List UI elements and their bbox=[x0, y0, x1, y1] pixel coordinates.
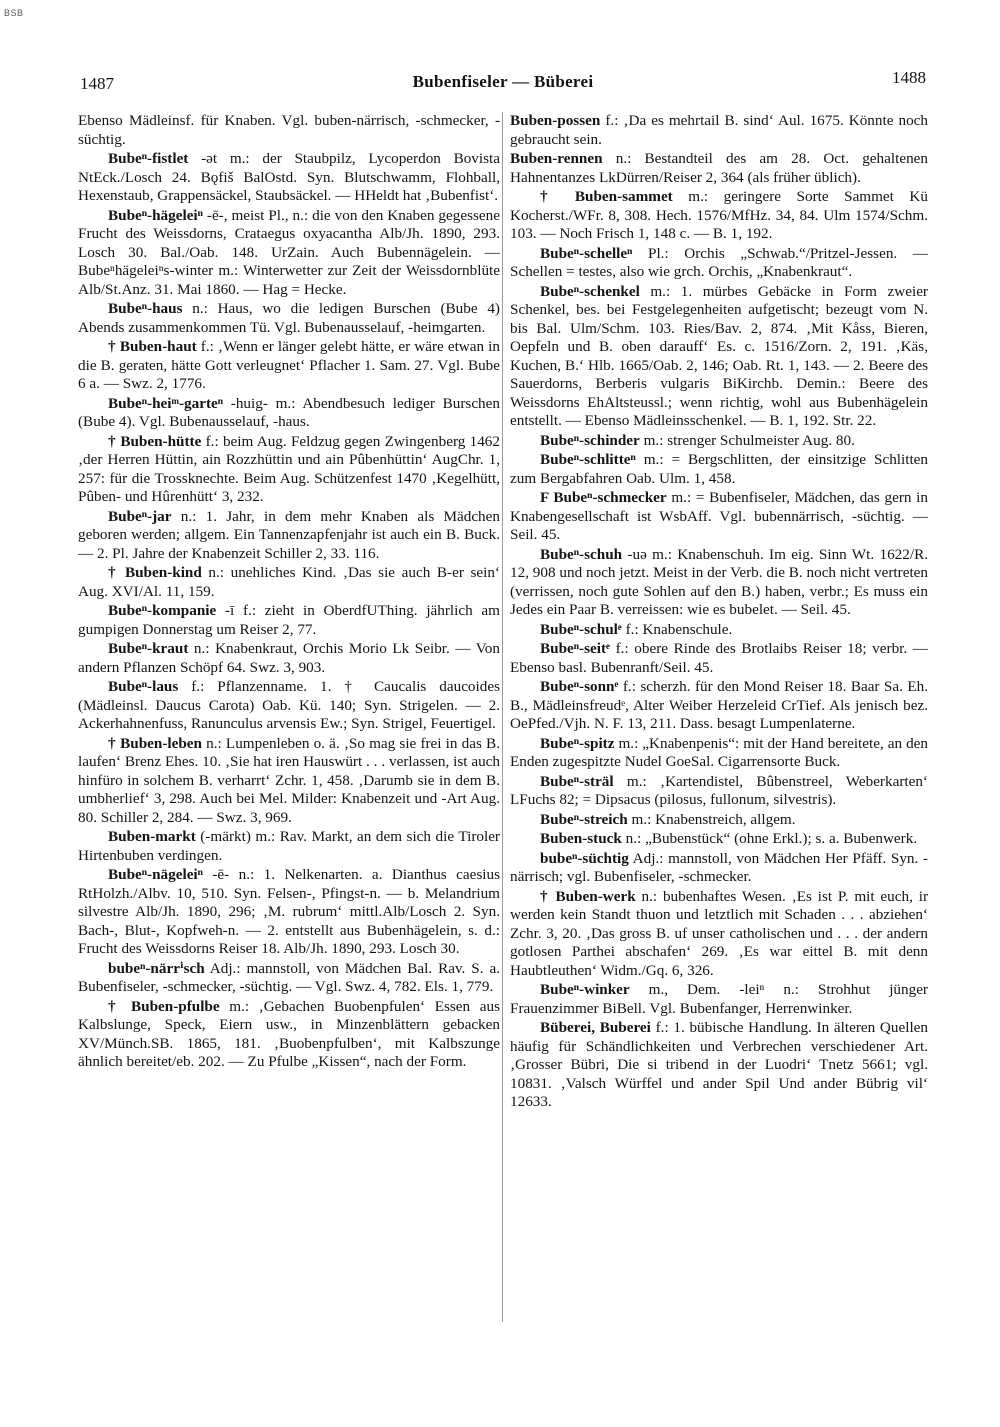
entry-headword: Bubeⁿ-heiᵐ-garteⁿ bbox=[108, 394, 224, 412]
dictionary-entry bbox=[510, 640, 928, 677]
dictionary-entry bbox=[78, 564, 500, 601]
entry-text: f.: obere Rinde des Brotlaibs Reiser 18; verbr. — Ebenso basl. Bubenranft/Seil. 45. bbox=[510, 640, 928, 676]
entry-text: m.: = Bergschlitten, der einsitzige Schlitten zum Bergabfahren Oab. Ulm. 1, 458. bbox=[510, 451, 928, 487]
entry-text: Adj.: mannstoll, von Mädchen Bal. Rav. S. a. Bubenfiseler, -schmecker, -süchtig. — Vgl. Swz. 4, 782. Els. 1, 779. bbox=[78, 959, 500, 995]
entry-text: m.: strenger Schulmeister Aug. 80. bbox=[639, 431, 855, 449]
dictionary-entry bbox=[78, 433, 500, 507]
dictionary-entry bbox=[510, 245, 928, 282]
entry-headword: Bubeⁿ-haus bbox=[108, 300, 183, 317]
dictionary-entry bbox=[78, 508, 500, 564]
dictionary-entry bbox=[78, 735, 500, 828]
entry-headword: Bubeⁿ-schulᵉ bbox=[540, 620, 622, 638]
entry-headword: bubeⁿ-süchtig bbox=[540, 849, 629, 867]
entry-text: n.: bubenhaftes Wesen. ‚Es ist P. mit euch, ir werden kein Standt thuon und letztlich mit Schaden . . . abziehen‘ Zchr. 3, 20. ‚Das gross B. uf unser catholischen und . . . der andern gotlosen Parthei abschafen‘ 269. ‚Es war eittel B. mit denn Haubtleuthen‘ Widm./Gq. 6, 326. bbox=[510, 887, 928, 979]
dictionary-entry bbox=[78, 300, 500, 337]
dictionary-entry bbox=[78, 866, 500, 959]
entry-text: f.: 1. bübische Handlung. In älteren Quellen häufig für Schändlichkeiten und Verbrechen verschiedener Art. ‚Grosser Bübri, Die si tribend in der Luodri‘ Tnetz 5661; vgl. 10831. ‚Valsch Würffel und ander Spil Und ander Bübrig vil‘ 12633. bbox=[510, 1019, 928, 1110]
entry-headword: Bubeⁿ-streich bbox=[540, 810, 628, 828]
dictionary-entry bbox=[510, 811, 928, 830]
entry-headword: Bubeⁿ-nägeleiⁿ bbox=[108, 866, 203, 883]
dictionary-entry bbox=[510, 432, 928, 451]
right-page-number: 1488 bbox=[892, 68, 926, 87]
dictionary-entry bbox=[78, 112, 500, 149]
entry-text: m.: = Bubenfiseler, Mädchen, das gern in Knabengesellschaft ist WsbAff. Vgl. bubennärrisch, -süchtig. — Seil. 45. bbox=[510, 489, 928, 543]
entry-text: (-märkt) m.: Rav. Markt, an dem sich die Tiroler Hirtenbuben verdingen. bbox=[78, 828, 500, 864]
entry-text: -ē-, meist Pl., n.: die von den Knaben gegessene Frucht des Weissdorns, Crataegus oxyacantha Alb/Jh. 1890, 293. Losch 30. Bal./Oab. 148. UrZain. Auch Bubennägelein. — Bubeⁿhägeleiⁿs-winter m.: Winterwetter zur Zeit der Weissdornblüte Alb/St.Anz. 31. Mai 1860. — Hag = Hecke. bbox=[78, 206, 500, 298]
entry-headword: Buben-markt bbox=[108, 828, 196, 845]
entry-headword: Bubeⁿ-winker bbox=[540, 981, 630, 998]
entry-headword: Büberei, Buberei bbox=[540, 1019, 651, 1036]
dictionary-entry bbox=[510, 1019, 928, 1112]
entry-headword: Buben-stuck bbox=[540, 830, 622, 847]
dictionary-entry bbox=[510, 981, 928, 1018]
entry-text: Pl.: Orchis „Schwab.“/Pritzel-Jessen. — Schellen = testes, also wie grch. Orchis, „Knabenkraut“. bbox=[510, 244, 928, 280]
entry-text: n.: „Bubenstück“ (ohne Erkl.); s. a. Bubenwerk. bbox=[621, 830, 918, 847]
left-page-number: 1487 bbox=[80, 74, 114, 93]
left-column bbox=[78, 112, 500, 1352]
entry-text: Adj.: mannstoll, von Mädchen Her Pfäff. Syn. -närrisch; vgl. Bubenfiseler, -schmecker. bbox=[510, 849, 928, 885]
entry-headword: Bubeⁿ-fistlet bbox=[108, 150, 189, 167]
dictionary-entry bbox=[510, 188, 928, 244]
entry-headword: † Buben-hütte bbox=[108, 432, 202, 450]
entry-text: m.: „Knabenpenis“: mit der Hand bereitete, an den Enden zugespitzte Nudel GoeSal. Cigarrensorte Buck. bbox=[510, 734, 928, 770]
entry-text: n.: Knabenkraut, Orchis Morio Lk Seibr. — Von andern Pflanzen Schöpf 64. Swz. 3, 903. bbox=[78, 640, 500, 676]
entry-text: m.: geringere Sorte Sammet Kü Kocherst./WFr. 8, 308. Hech. 1576/MfHz. 34, 84. Ulm 1574/Schm. 103. — Noch Frisch 1, 148 c. — B. 1, 192. bbox=[510, 188, 928, 242]
dictionary-entry bbox=[510, 283, 928, 431]
entry-text: -uə m.: Knabenschuh. Im eig. Sinn Wt. 1622/R. 12, 908 und noch jetzt. Meist in der Verb. die B. noch nicht vertreten (verrissen, noch gute Sohlen auf den B.) haben, verbr.; Es muss ein Jedes ein Paar B. verreissen: wie es bubelet. — Seil. 45. bbox=[510, 545, 928, 618]
column-divider bbox=[502, 112, 503, 1322]
entry-headword: † Buben-pfulbe bbox=[108, 997, 220, 1015]
entry-headword: Bubeⁿ-schenkel bbox=[540, 282, 640, 300]
entry-headword: bubeⁿ-närrⁱsch bbox=[108, 959, 205, 977]
dictionary-entry bbox=[510, 621, 928, 640]
entry-headword: Bubeⁿ-laus bbox=[108, 678, 179, 695]
dictionary-entry bbox=[510, 678, 928, 734]
entry-text: Ebenso Mädleinsf. für Knaben. Vgl. buben-närrisch, -schmecker, -süchtig. bbox=[78, 112, 500, 148]
entry-headword: † Buben-leben bbox=[108, 734, 202, 752]
entry-headword: Bubeⁿ-schlitteⁿ bbox=[540, 451, 636, 468]
dictionary-entry bbox=[78, 338, 500, 394]
right-column bbox=[510, 112, 928, 1352]
entry-headword: F Bubeⁿ-schmecker bbox=[540, 489, 667, 506]
entry-text: m.: 1. mürbes Gebäcke in Form zweier Schenkel, bes. bei Festgelegenheiten aufgetischt; bezeugt vom N. bis Bal. Ulm/Schm. 103. Ries/Bav. 2, 874. ‚Mit Kåss, Bieren, Oepfeln und B. oben darauff‘ Es. c. 1516/Zorn. 2, 191. ‚Käs, Kuchen, B.‘ Hlb. 1665/Oab. 2, 146; Oab. Rt. 1, 143. — 2. Beere des Sauerdorns, Berberis vulgaris BiKirchb. Demin.: Beere des Weissdorns EhAltsteussl.; wenn richtig, wohl aus Bubenhägelein entstellt. — Ebenso Mädleinsschenkel. — B. 1, 192. Str. 22. bbox=[510, 282, 928, 429]
dictionary-entry bbox=[78, 207, 500, 300]
entry-headword: Bubeⁿ-sträl bbox=[540, 772, 614, 790]
dictionary-entry bbox=[510, 489, 928, 545]
entry-text: -ət m.: der Staubpilz, Lycoperdon Bovista NtEck./Losch 24. Bǫfiš BalOstd. Syn. Blutschwamm, Flohball, Hexenstaub, Grappensäckel, Staubsäckel. — HHeldt hat ‚Bubenfist‘. bbox=[78, 150, 500, 204]
dictionary-entry bbox=[78, 602, 500, 639]
entry-text: n.: unehliches Kind. ‚Das sie auch B-er sein‘ Aug. XVI/Al. 11, 159. bbox=[78, 564, 500, 600]
library-stamp: BSB bbox=[4, 8, 24, 18]
entry-text: f.: ‚Da es mehrtail B. sind‘ Aul. 1675. Könnte noch gebraucht sein. bbox=[510, 112, 928, 148]
entry-headword: † Buben-werk bbox=[540, 887, 636, 905]
entry-headword: Bubeⁿ-spitz bbox=[540, 734, 615, 752]
dictionary-entry bbox=[510, 850, 928, 887]
entry-headword: † Buben-sammet bbox=[540, 188, 673, 205]
entry-text: f.: Pflanzenname. 1. † Caucalis daucoides (Mädleinsl. Daucus Carota) Oab. Kü. 140; Syn. Strigelen. — 2. Ackerhahnenfuss, Ranunculus arvensis Ew.; Syn. Strigel, Feuertigel. bbox=[78, 678, 500, 732]
entry-headword: † Buben-kind bbox=[108, 564, 202, 581]
entry-headword: † Buben-haut bbox=[108, 338, 197, 355]
entry-text: n.: Lumpenleben o. ä. ‚So mag sie frei in das B. laufen‘ Brenz Ehes. 10. ‚Sie hat iren Hauswürt . . . verlassen, ist auch hinfüro in solchem B. verharrt‘ Zchr. 1, 458. ‚Darumb sie in dem B. umbherlief‘ 3, 298. Auch bei Mel. Milder: Knabenzeit und -Art Aug. 80. Schiller 2, 284. — Swz. 3, 969. bbox=[78, 734, 500, 826]
dictionary-entry bbox=[510, 112, 928, 149]
dictionary-entry bbox=[78, 960, 500, 997]
dictionary-entry bbox=[78, 678, 500, 734]
dictionary-entry bbox=[78, 395, 500, 432]
dictionary-entry bbox=[78, 150, 500, 206]
dictionary-entry bbox=[78, 828, 500, 865]
entry-text: m.: Knabenstreich, allgem. bbox=[627, 810, 796, 828]
dictionary-entry bbox=[78, 640, 500, 677]
entry-text: n.: Haus, wo die ledigen Burschen (Bube 4) Abends zusammenkommen Tü. Vgl. Bubenausselauf, -heimgarten. bbox=[78, 300, 500, 336]
page-header bbox=[80, 68, 926, 98]
running-title: Bubenfiseler — Büberei bbox=[412, 72, 594, 91]
entry-headword: Bubeⁿ-schelleⁿ bbox=[540, 244, 633, 262]
dictionary-entry bbox=[510, 150, 928, 187]
entry-headword: Bubeⁿ-seitᵉ bbox=[540, 640, 610, 657]
entry-text: f.: beim Aug. Feldzug gegen Zwingenberg 1462 ‚der Herren Hüttin, ain Rozzhüttin und ain Pûbenhüttin‘ AugChr. 1, 257: für die Trossknechte. Beim Aug. Schützenfest 1470 ‚Kegelhütt, Pûben- und Hûrenhütt‘ 3, 232. bbox=[78, 432, 500, 505]
entry-text: f.: Knabenschule. bbox=[621, 620, 733, 638]
entry-headword: Buben-rennen bbox=[510, 150, 603, 167]
entry-headword: Bubeⁿ-sonnᵉ bbox=[540, 678, 619, 695]
entry-headword: Bubeⁿ-schinder bbox=[540, 431, 640, 449]
entry-text: m.: ‚Kartendistel, Bûbenstreel, Weberkarten‘ LFuchs 82; = Dipsacus (pilosus, fullonum, silvestris). bbox=[510, 772, 928, 808]
entry-headword: Bubeⁿ-jar bbox=[108, 507, 172, 525]
entry-text: m., Dem. -leiⁿ n.: Strohhut jünger Frauenzimmer BiBell. Vgl. Bubenfanger, Herrenwinker. bbox=[510, 981, 928, 1017]
entry-text: f.: scherzh. für den Mond Reiser 18. Baar Sa. Eh. B., Mädleinsfreudᵉ, Alter Weiber Herzeleid CrTief. Als jenisch bez. OePfed./Vjh. N. F. 13, 211. Dass. besagt Lumpenlaterne. bbox=[510, 678, 928, 732]
dictionary-entry bbox=[510, 735, 928, 772]
entry-text: n.: Bestandteil des am 28. Oct. gehaltenen Hahnentanzes LkDürren/Reiser 2, 364 (als früher üblich). bbox=[510, 150, 928, 186]
dictionary-entry bbox=[510, 773, 928, 810]
entry-headword: Bubeⁿ-kompanie bbox=[108, 602, 217, 619]
entry-text: -ē- n.: 1. Nelkenarten. a. Dianthus caesius RtHolzh./Albv. 10, 510. Syn. Felsen-, Pfingst-n. — b. Melandrium silvestre Alb/Jh. 1890, 296; ‚M. rubrum‘ mittl.Alb/Losch 2. Syn. Bach-, Blut-, Kopfweh-n. — 2. entstellt aus Bubenhägelein, s. d.: Frucht des Weissdorns Reiser 18. Alb/Jh. 1890, 293. Losch 30. bbox=[78, 866, 500, 957]
entry-headword: Bubeⁿ-hägeleiⁿ bbox=[108, 206, 203, 224]
entry-headword: Bubeⁿ-kraut bbox=[108, 640, 189, 657]
dictionary-entry bbox=[78, 998, 500, 1072]
entry-text: n.: 1. Jahr, in dem mehr Knaben als Mädchen geboren werden; allgem. Ein Tannenzapfenjahr ist auch ein B. Buck. — 2. Pl. Jahre der Knabenzeit Schiller 2, 33. 116. bbox=[78, 507, 500, 562]
entry-headword: Bubeⁿ-schuh bbox=[540, 545, 623, 563]
entry-text: m.: ‚Gebachen Buobenpfulen‘ Essen aus Kalbslunge, Speck, Eiern usw., in Minzenblättern gebacken XV/Münch.SB. 1865, 181. ‚Buobenpfulben‘, mit Kalbszunge ähnlich bereitet/eb. 202. — Zu Pfulbe „Kissen“, nach der Form. bbox=[78, 997, 500, 1070]
dictionary-entry bbox=[510, 546, 928, 620]
entry-text: -huig- m.: Abendbesuch lediger Burschen (Bube 4). Vgl. Bubenausselauf, -haus. bbox=[78, 394, 500, 430]
dictionary-entry bbox=[510, 830, 928, 849]
dictionary-entry bbox=[510, 888, 928, 981]
entry-headword: Buben-possen bbox=[510, 112, 601, 129]
dictionary-entry bbox=[510, 451, 928, 488]
entry-text: f.: ‚Wenn er länger gelebt hätte, er wäre etwan in die B. geraten, hätte Gott verleugnet‘ Pflacher 1. Sam. 27. Vgl. Bube 6 a. — Swz. 2, 1776. bbox=[78, 338, 500, 392]
entry-text: -ī f.: zieht in OberdfUThing. jährlich am gumpigen Donnerstag um Reiser 2, 77. bbox=[78, 602, 500, 638]
